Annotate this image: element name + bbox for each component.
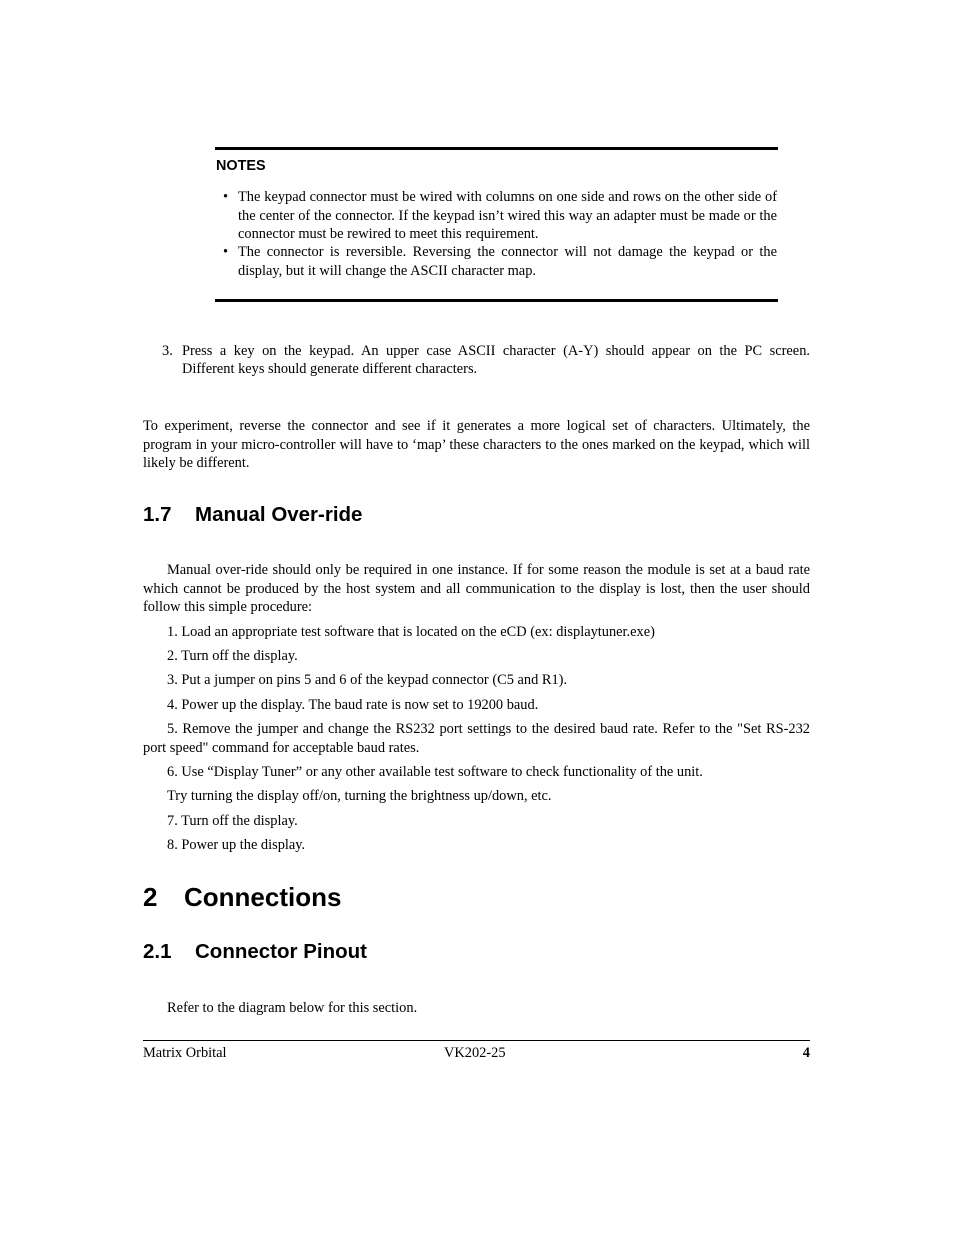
section-heading-2-1 (143, 940, 367, 964)
step-3-line-1: Press a key on the keypad. An upper case ASCII character (A-Y) should appear on the PC screen. (182, 343, 810, 359)
chapter-heading-2 (143, 882, 341, 913)
note-text: The connector is reversible. Reversing the connector will not damage the keypad or the display, but it will change the ASCII character map. (238, 244, 777, 279)
step-3-number: 3. (162, 343, 173, 359)
experiment-paragraph: To experiment, reverse the connector and see if it generates a more logical set of characters. Ultimately, the program in your micro-controller will have to ‘map’ these characters to the ones marked on the keypad, which will likely be different. (143, 418, 810, 472)
chapter-number: 2 (143, 882, 158, 912)
chapter-title: Connections (184, 882, 342, 912)
bullet: • (223, 189, 229, 205)
footer-rule (143, 1040, 810, 1041)
procedure-step: 1. Load an appropriate test software that is located on the eCD (ex: displaytuner.exe) (167, 624, 655, 640)
footer-company: Matrix Orbital (143, 1045, 227, 1061)
note-text: The keypad connector must be wired with columns on one side and rows on the other side of the center of the connector. If the keypad isn’t wired this way an adapter must be made or the connector must be rewired to meet this requirement. (238, 189, 777, 242)
section-number: 1.7 (143, 503, 172, 526)
procedure-step: 6. Use “Display Tuner” or any other available test software to check functionality of the unit. (167, 764, 703, 780)
procedure-step: 5. Remove the jumper and change the RS232 port settings to the desired baud rate. Refer to the "Set RS-232 port speed" command for acceptable baud rates. (143, 721, 810, 756)
notes-title: NOTES (216, 158, 266, 174)
section-title: Manual Over-ride (195, 503, 363, 526)
footer-model: VK202-25 (444, 1045, 506, 1061)
footer-page-number: 4 (802, 1045, 810, 1061)
notes-box (215, 147, 778, 302)
step-3-line-2: Different keys should generate different characters. (182, 361, 478, 377)
manual-override-intro: Manual over-ride should only be required in one instance. If for some reason the module is set at a baud rate which cannot be produced by the host system and all communication to the display is lost, then the user should follow this simple procedure: (143, 562, 810, 616)
procedure-note: Try turning the display off/on, turning the brightness up/down, etc. (167, 788, 552, 804)
procedure-step: 7. Turn off the display. (167, 813, 298, 829)
section-title: Connector Pinout (195, 940, 367, 963)
section-heading-1-7 (143, 503, 362, 527)
procedure-step: 2. Turn off the display. (167, 648, 298, 664)
section-number: 2.1 (143, 940, 172, 963)
procedure-step: 4. Power up the display. The baud rate is now set to 19200 baud. (167, 697, 539, 713)
connector-pinout-text: Refer to the diagram below for this section. (167, 1000, 418, 1016)
note-item (223, 188, 777, 244)
note-item (223, 243, 777, 280)
procedure-step: 8. Power up the display. (167, 837, 306, 853)
procedure-step: 3. Put a jumper on pins 5 and 6 of the keypad connector (C5 and R1). (167, 672, 568, 688)
bullet: • (223, 244, 229, 260)
